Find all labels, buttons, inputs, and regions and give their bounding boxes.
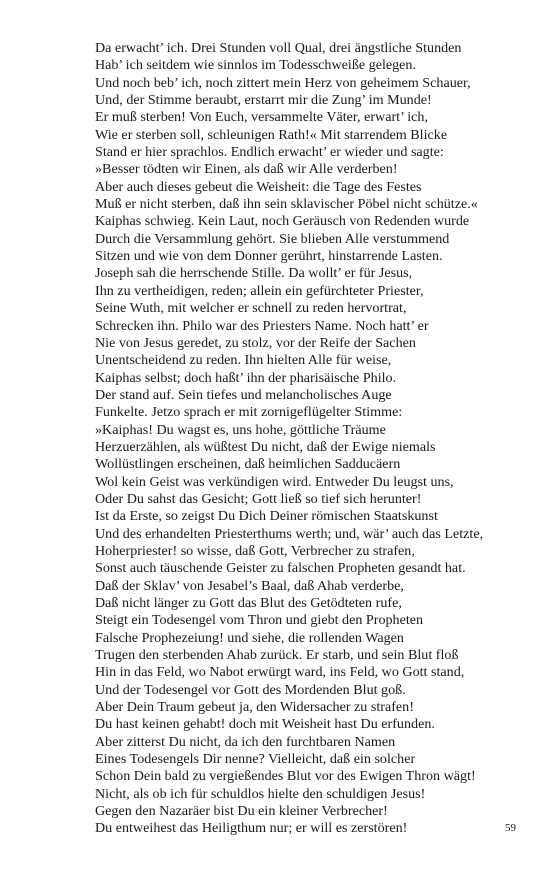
verse-line: Hab’ ich seitdem wie sinnlos im Todesschweiße gelegen. — [95, 57, 417, 74]
verse-line: Kaiphas schwieg. Kein Laut, noch Geräusch von Redenden wurde — [95, 213, 470, 230]
verse-line: Und, der Stimme beraubt, erstarrt mir die Zung’ im Munde! — [95, 92, 432, 109]
verse-line: Wie er sterben soll, schleunigen Rath!« Mit starrendem Blicke — [95, 126, 448, 143]
verse-line: Steigt ein Todesengel vom Thron und giebt den Propheten — [95, 612, 424, 629]
verse-line: Gegen den Nazaräer bist Du ein kleiner Verbrecher! — [95, 803, 388, 820]
verse-line: Wollüstlingen erscheinen, daß heimlichen Sadducäern — [95, 456, 401, 473]
verse-line: Daß nicht länger zu Gott das Blut des Getödteten rufe, — [95, 595, 402, 611]
verse-line: Sitzen und wie von dem Donner gerührt, hinstarrende Lasten. — [95, 248, 443, 265]
verse-line: »Kaiphas! Du wagst es, uns hohe, göttliche Träume — [95, 421, 386, 438]
verse-line: Nicht, als ob ich für schuldlos hielte den schuldigen Jesus! — [95, 785, 426, 802]
verse-line: Aber Dein Traum gebeut ja, den Widersacher zu strafen! — [95, 699, 414, 716]
verse-line: Durch die Versammlung gehört. Sie blieben Alle verstummend — [95, 230, 450, 247]
verse-line: Nie von Jesus geredet, zu stolz, vor der Reife der Sachen — [95, 334, 416, 351]
verse-line: Oder Du sahst das Gesicht; Gott ließ so tief sich herunter! — [95, 490, 422, 507]
verse-line: Er muß sterben! Von Euch, versammelte Väter, erwart’ ich, — [95, 109, 429, 126]
verse-line: Joseph sah die herrschende Stille. Da wollt’ er für Jesus, — [95, 265, 413, 282]
verse-line: Wol kein Geist was verkündigen wird. Entweder Du leugst uns, — [95, 473, 454, 490]
verse-line: Stand er hier sprachlos. Endlich erwacht’ er wieder und sagte: — [95, 144, 444, 161]
verse-line: Da erwacht’ ich. Drei Stunden voll Qual, drei ängstliche Stunden — [95, 40, 462, 56]
verse-line: Unentscheidend zu reden. Ihn hielten Alle für weise, — [95, 352, 392, 369]
page-number: 59 — [505, 822, 516, 834]
verse-line: Aber auch dieses gebeut die Weisheit: die Tage des Festes — [95, 178, 422, 195]
verse-line: »Besser tödten wir Einen, als daß wir Alle verderben! — [95, 161, 398, 178]
verse-line: Du entweihest das Heiligthum nur; er will es zerstören! — [95, 820, 408, 837]
verse-text-block — [95, 40, 535, 838]
verse-line: Hoherpriester! so wisse, daß Gott, Verbrecher zu strafen, — [95, 542, 415, 559]
verse-line: Du hast keinen gehabt! doch mit Weisheit hast Du erfunden. — [95, 716, 435, 733]
verse-line: Ihn zu vertheidigen, reden; allein ein gefürchteter Priester, — [95, 282, 424, 299]
verse-line: Sonst auch täuschende Geister zu falschen Propheten gesandt hat. — [95, 560, 466, 577]
verse-line: Hin in das Feld, wo Nabot erwürgt ward, ins Feld, wo Gott stand, — [95, 664, 465, 681]
verse-line: Funkelte. Jetzo sprach er mit zornigeflügelter Stimme: — [95, 404, 403, 421]
verse-line: Herzuerzählen, als wüßtest Du nicht, daß der Ewige niemals — [95, 438, 436, 455]
verse-line: Ist da Erste, so zeigst Du Dich Deiner römischen Staatskunst — [95, 508, 438, 525]
verse-line: Und der Todesengel vor Gott des Mordenden Blut goß. — [95, 681, 406, 698]
verse-line: Aber zitterst Du nicht, da ich den furchtbaren Namen — [95, 733, 396, 750]
verse-line: Daß der Sklav’ von Jesabel’s Baal, daß Ahab verderbe, — [95, 577, 404, 594]
verse-line: Kaiphas selbst; doch haßt’ ihn der pharisäische Philo. — [95, 369, 397, 386]
verse-line: Falsche Prophezeiung! und siehe, die rollenden Wagen — [95, 629, 404, 646]
verse-line: Schrecken ihn. Philo war des Priesters Name. Noch hatt’ er — [95, 317, 429, 334]
verse-line: Und noch beb’ ich, noch zittert mein Herz von geheimem Schauer, — [95, 74, 471, 91]
verse-line: Und des erhandelten Priesterthums werth; und, wär’ auch das Letzte, — [95, 525, 484, 542]
verse-line: Seine Wuth, mit welcher er schnell zu reden hervortrat, — [95, 300, 407, 317]
verse-line: Der stand auf. Sein tiefes und melancholisches Auge — [95, 386, 392, 403]
verse-line: Trugen den sterbenden Ahab zurück. Er starb, und sein Blut floß — [95, 647, 459, 664]
verse-line: Eines Todesengels Dir nenne? Vielleicht, daß ein solcher — [95, 751, 416, 768]
verse-line: Schon Dein bald zu vergießendes Blut vor des Ewigen Thron wägt! — [95, 768, 476, 785]
verse-line: Muß er nicht sterben, daß ihn sein sklavischer Pöbel nicht schütze.« — [95, 196, 478, 213]
